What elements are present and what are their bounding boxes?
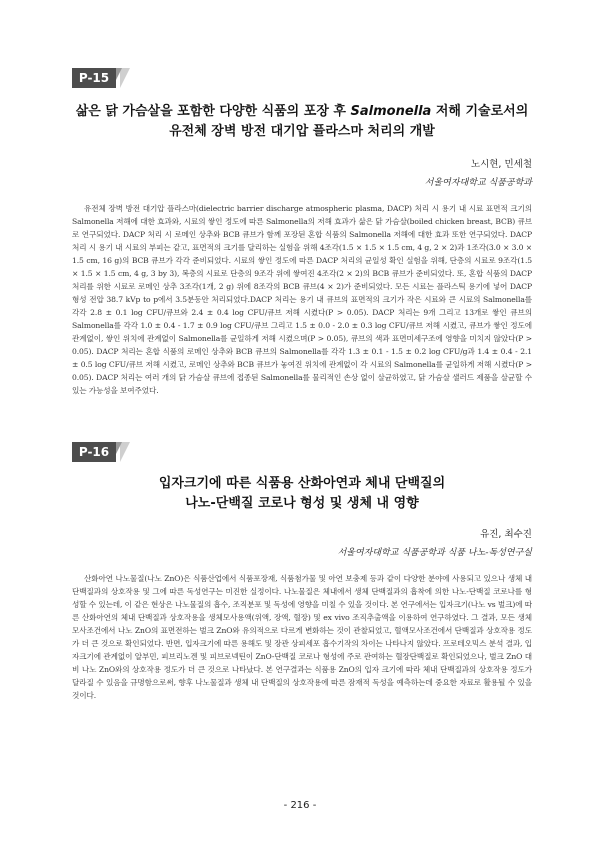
authors: 유진, 최수진 — [480, 529, 532, 540]
page-number: - 216 - — [283, 800, 317, 811]
abstract-p16 — [72, 442, 532, 702]
title-line-1: 삶은 닭 가슴살을 포함한 다양한 식품의 포장 후 Salmonella 저해 기술로서의 — [75, 104, 529, 119]
badge-p16 — [72, 442, 532, 462]
title-line-1: 입자크기에 따른 식품용 산화아연과 체내 단백질의 — [158, 476, 446, 491]
badge-p15 — [72, 68, 532, 88]
abstract-p15 — [72, 68, 532, 397]
title-line-2: 나노-단백질 코로나 형성 및 생체 내 영향 — [185, 496, 419, 511]
abstract-title — [72, 474, 532, 514]
authors: 노시현, 민세철 — [470, 159, 532, 170]
title-line-2: 유전체 장벽 방전 대기압 플라스마 처리의 개발 — [169, 124, 435, 139]
badge-label: P-15 — [72, 68, 116, 88]
abstract-body: 유전체 장벽 방전 대기압 플라스마(dielectric barrier discharge atmospheric plasma, DACP) 처리 시 용기 내 시료 표면적 크기의 Salmonella 저해에 대한 효과와, 시료의 쌓인 정도에 따른 Salmonella의 저해 효과가 삶은 닭 가슴살(boiled chicken breast, BCB) 큐브로 연구되었다. DACP 처리 시 로메인 상추와 BCB 큐브가 함께 포장된 혼합 식품의 Salmonella 저해에 대한 효과 또한 연구되었다. DACP 처리 시 용기 내 시료의 부피는 같고, 표면적의 크기를 달리하는 실험을 위해 4조각(1.5 × 1.5 × 1.5 cm, 4 g, 2 × 2)과 1조각(3.0 × 3.0 × 1.5 cm, 16 g)의 BCB 큐브가 각각 준비되었다. 시료의 쌓인 정도에 따른 DACP 처리의 균일성 확인 실험을 위해, 단층의 시료로 9조각(1.5 × 1.5 × 1.5 cm, 4 g, 3 by 3), 복층의 시료로 단층의 9조각 위에 쌓여진 4조각(2 × 2)의 BCB 큐브가 준비되었다. 또, 혼합 식품의 DACP 처리를 위한 시료로 로메인 상추 3조각(1개, 2 g) 위에 8조각의 BCB 큐브(4 × 2)가 준비되었다. 모든 시료는 플라스틱 용기에 넣어 DACP 형성 전압 38.7 kVp to p에서 3.5분동안 처리되었다.DACP 처리는 용기 내 큐브의 표면적의 크기가 작은 시료와 큰 시료의 Salmonella를 각각 2.8 ± 0.1 log CFU/큐브와 2.4 ± 0.4 log CFU/큐브 저해 시켰다(P > 0.05). DACP 처리는 9개 그리고 13개로 쌓인 큐브의 Salmonella를 각각 1.0 ± 0.4 - 1.7 ± 0.9 log CFU/큐브 그리고 1.5 ± 0.0 - 2.0 ± 0.3 log CFU/큐브 저해 시켰고, 큐브가 쌓인 정도에 관계없이, 쌓인 위치에 관계없이 Salmonella를 균일하게 저해 시켰으며(P > 0.05), 큐브의 색과 표면미세구조에 영향을 미치지 않았다(P > 0.05). DACP 처리는 혼합 식품의 로메인 상추와 BCB 큐브의 Salmonella를 각각 1.3 ± 0.1 - 1.5 ± 0.2 log CFU/g과 1.4 ± 0.4 - 2.1 ± 0.5 log CFU/큐브 저해 시켰고, 로메인 상추와 BCB 큐브가 놓여진 위치에 관계없이 각 시료의 Salmonella를 균일하게 저해 시켰다(P > 0.05). DACP 처리는 여러 개의 닭 가슴살 큐브에 접종된 Salmonella를 물리적인 손상 없이 살균하였고, 닭 가슴살 샐러드 제품을 살균할 수 있는 가능성을 보여주었다. — [72, 204, 532, 395]
abstract-body: 산화아연 나노물질(나노 ZnO)은 식품산업에서 식품포장재, 식품첨가물 및 아연 보충제 등과 같이 다양한 분야에 사용되고 있으나 생체 내 단백질과의 상호작용 및 그에 따른 독성연구는 미진한 실정이다. 나노물질은 체내에서 생체 단백질과의 흡착에 의한 나노-단백질 코로나를 형성할 수 있는데, 이 같은 현상은 나노물질의 흡수, 조직분포 및 독성에 영향을 미칠 수 있을 것이다. 본 연구에서는 입자크기(나노 vs 벌크)에 따른 산화아연의 체내 단백질과 상호작용을 생체모사용액(위액, 장액, 혈장) 및 ex vivo 조직추출액을 이용하여 연구하였다. 그 결과, 모든 생체모사조건에서 나노 ZnO의 표면전하는 벌크 ZnO와 유의적으로 다르게 변화하는 것이 관찰되었고, 혈액모사조건에서 단백질과 상호작용 정도가 더 큰 것으로 확인되었다. 반면, 입자크기에 따른 용해도 및 장관 상피세포 흡수기작의 차이는 나타나지 않았다. 프로테오믹스 분석 결과, 입자크기에 관계없이 알부민, 피브리노겐 및 피브로넥틴이 ZnO-단백질 코로나 형성에 주로 관여하는 혈장단백질로 확인되었으나, 벌크 ZnO 대비 나노 ZnO와의 상호작용 정도가 더 큰 것으로 나타났다. 본 연구결과는 식품용 ZnO의 입자 크기에 따라 체내 단백질과의 상호작용 정도가 달라질 수 있음을 규명함으로써, 향후 나노물질과 생체 내 단백질의 상호작용에 따른 잠재적 독성을 예측하는데 중요한 자료로 활용될 수 있을 것이다. — [72, 574, 532, 700]
abstract-title — [72, 102, 532, 142]
affiliation: 서울여자대학교 식품공학과 식품 나노-독성연구실 — [337, 548, 532, 558]
badge-label: P-16 — [72, 442, 116, 462]
affiliation: 서울여자대학교 식품공학과 — [424, 178, 532, 188]
